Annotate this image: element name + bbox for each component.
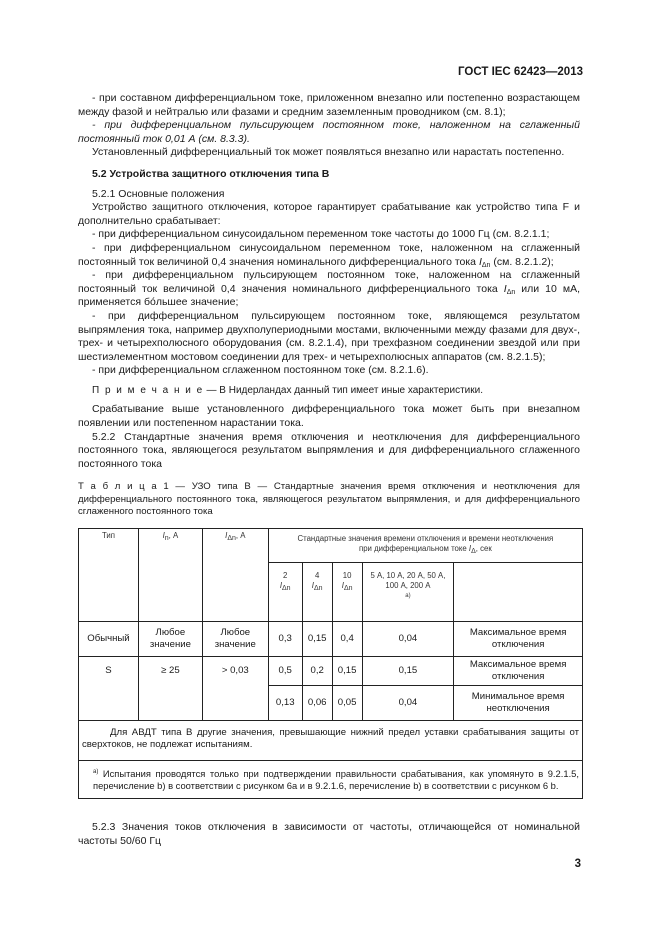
cell-time: 0,15 bbox=[332, 657, 362, 686]
mult: 10 bbox=[342, 571, 352, 581]
table-caption bbox=[78, 481, 580, 518]
paragraph: Срабатывание выше установленного дифференциального тока может быть при внезапном появлении или постепенном нарастании тока. bbox=[78, 403, 580, 430]
text: - при дифференциальном пульсирующем постоянном токе, наложенном на сглаженный постоянный ток величиной 0,4 значения номинального дифференциального тока bbox=[78, 269, 580, 295]
paragraph: - при дифференциальном сглаженном постоянном токе (см. 8.2.1.6). bbox=[92, 364, 429, 377]
symbol-i: I bbox=[341, 581, 344, 591]
caption-label: Т а б л и ц а 1 bbox=[78, 481, 169, 493]
cell-time: 0,04 bbox=[362, 685, 454, 720]
symbol-i: I bbox=[468, 544, 472, 554]
header-empty bbox=[454, 563, 583, 622]
footnote-mark: a) bbox=[93, 769, 99, 776]
note-label: П р и м е ч а н и е bbox=[92, 384, 204, 396]
cell-time: 0,2 bbox=[302, 657, 332, 686]
cell-time: 0,04 bbox=[362, 622, 454, 657]
symbol-i: I bbox=[162, 531, 165, 541]
unit: , А bbox=[168, 531, 179, 541]
cell-time: 0,15 bbox=[362, 657, 454, 686]
footnote-mark: a) bbox=[405, 593, 411, 600]
cell-idn: > 0,03 bbox=[202, 657, 268, 721]
paragraph: 5.2.2 Стандартные значения время отключения и неотключения для дифференциального постоянного тока, являющегося результатом выпрямления и для дифференциального сглаженного постоянного тока bbox=[78, 430, 580, 470]
text: , сек bbox=[475, 544, 492, 554]
group-line-1: Стандартные значения времени отключения и времени неотключения bbox=[297, 534, 554, 544]
mult: 4 bbox=[315, 571, 320, 581]
section-heading: 5.2 Устройства защитного отключения типа В bbox=[92, 167, 330, 180]
footer-text: Для АВДТ типа В другие значения, превышающие нижний предел уставки срабатывания защиты от сверхтоков, не подлежат испытаниям. bbox=[82, 726, 579, 750]
group-line-2 bbox=[272, 544, 579, 554]
table-header-row bbox=[79, 529, 583, 563]
text: (см. 8.2.1.2); bbox=[490, 255, 554, 268]
symbol-sub: Δn bbox=[313, 585, 323, 593]
header-mult-4 bbox=[302, 563, 332, 622]
caption-text: — УЗО типа В — Стандартные значения время отключения и неотключения для дифференциального постоянного тока, являющегося результатом выпрямления, и для дифференциального сглаженного постоянного тока bbox=[78, 481, 580, 518]
symbol-i: I bbox=[311, 581, 314, 591]
cell-time: 0,05 bbox=[332, 685, 362, 720]
cell-time: 0,3 bbox=[268, 622, 302, 657]
symbol-i: I bbox=[478, 255, 482, 268]
paragraph: - при составном дифференциальном токе, приложенном внезапно или постепенно возрастающем между фазой и нейтралью или фазами и средним заземленным проводником (см. 8.1); bbox=[78, 92, 580, 118]
table-footer-row bbox=[79, 720, 583, 761]
unit: , А bbox=[235, 531, 246, 541]
paragraph bbox=[78, 269, 580, 310]
paragraph: - при дифференциальном пульсирующем постоянном токе, наложенном на сглаженный постоянный ток 0,01 А (см. 8.3.3). bbox=[78, 119, 580, 145]
cell-desc: Максимальное время отключения bbox=[454, 622, 583, 657]
currents-list: 5 А, 10 А, 20 А, 50 А, 100 А, 200 А bbox=[370, 571, 446, 591]
cell-desc: Максимальное время отключения bbox=[454, 657, 583, 686]
table-footer bbox=[79, 720, 583, 761]
mult-symbol bbox=[272, 581, 299, 591]
cell-desc: Минимальное время неотключения bbox=[454, 685, 583, 720]
symbol-i: I bbox=[225, 531, 228, 541]
header-idn bbox=[202, 529, 268, 622]
table-row bbox=[79, 622, 583, 657]
symbol-sub: Δ bbox=[471, 548, 476, 556]
header-mult-2 bbox=[268, 563, 302, 622]
note-text: — В Нидерландах данный тип имеет иные характеристики. bbox=[203, 384, 483, 396]
header-group bbox=[268, 529, 582, 563]
text: или 10 мА, применяется бо́льшее значение; bbox=[78, 282, 580, 309]
data-table bbox=[78, 528, 583, 799]
cell-idn: Любое значение bbox=[202, 622, 268, 657]
subsection-heading: 5.2.1 Основные положения bbox=[92, 187, 225, 200]
note bbox=[78, 384, 580, 398]
cell-time: 0,5 bbox=[268, 657, 302, 686]
symbol-i: I bbox=[503, 282, 507, 295]
mult-symbol bbox=[336, 581, 359, 591]
symbol-sub: Δn bbox=[343, 585, 353, 593]
cell-in: ≥ 25 bbox=[138, 657, 202, 721]
paragraph: - при дифференциальном пульсирующем постоянном токе, являющемся результатом выпрямления тока, например двухполупериодными мостами, включенными между фазами для двух-, трех- и четырехполюсного оборудования (см. 8.2.1.4), при трехфазном соединении звездой или при шестиэлементном мостовом соединении для трех- и четырехполюсных аппаратов (см. 8.2.1.5); bbox=[78, 309, 580, 363]
cell-type: S bbox=[79, 657, 139, 721]
header-mult-10 bbox=[332, 563, 362, 622]
text: при дифференциальном токе bbox=[359, 544, 469, 554]
symbol-sub: Δn bbox=[506, 288, 516, 296]
mult-symbol bbox=[306, 581, 329, 591]
paragraph: 5.2.3 Значения токов отключения в зависимости от частоты, отличающейся от номинальной частоты 50/60 Гц bbox=[78, 821, 580, 847]
standard-header: ГОСТ IEC 62423—2013 bbox=[458, 66, 583, 78]
table-footnote-row bbox=[79, 761, 583, 799]
paragraph: Установленный дифференциальный ток может появляться внезапно или нарастать постепенно. bbox=[92, 146, 565, 159]
cell-time: 0,13 bbox=[268, 685, 302, 720]
paragraph: - при дифференциальном синусоидальном переменном токе частоты до 1000 Гц (см. 8.2.1.1; bbox=[92, 228, 550, 241]
symbol-sub: n bbox=[164, 535, 169, 543]
document-body bbox=[78, 92, 580, 848]
footnote-text: Испытания проводятся только при подтверждении правильности срабатывания, как упомянуто в 9.2.1.5, перечисление b) в соответствии с рисунком 6а и в 9.2.1.6, перечисление b) в соответствии с рисунком 6 b. bbox=[93, 768, 579, 792]
text: - при дифференциальном синусоидальном переменном токе, наложенном на сглаженный постоянный ток величиной 0,4 значения номинального дифференциального тока bbox=[78, 241, 580, 268]
table-footnote bbox=[79, 761, 583, 799]
mult: 2 bbox=[283, 571, 288, 581]
header-high-currents bbox=[362, 563, 454, 622]
page-number: 3 bbox=[574, 858, 581, 870]
header-type: Тип bbox=[79, 529, 139, 622]
symbol-sub: Δn bbox=[227, 535, 236, 543]
cell-time: 0,06 bbox=[302, 685, 332, 720]
cell-time: 0,4 bbox=[332, 622, 362, 657]
cell-time: 0,15 bbox=[302, 622, 332, 657]
cell-type: Обычный bbox=[79, 622, 139, 657]
header-in bbox=[138, 529, 202, 622]
paragraph bbox=[78, 242, 580, 269]
symbol-sub: Δn bbox=[282, 585, 291, 593]
symbol-sub: Δn bbox=[481, 261, 491, 269]
table-row bbox=[79, 657, 583, 686]
symbol-i: I bbox=[279, 581, 282, 591]
cell-in: Любое значение bbox=[138, 622, 202, 657]
paragraph: Устройство защитного отключения, которое гарантирует срабатывание как устройство типа F и дополнительно срабатывает: bbox=[78, 201, 580, 227]
